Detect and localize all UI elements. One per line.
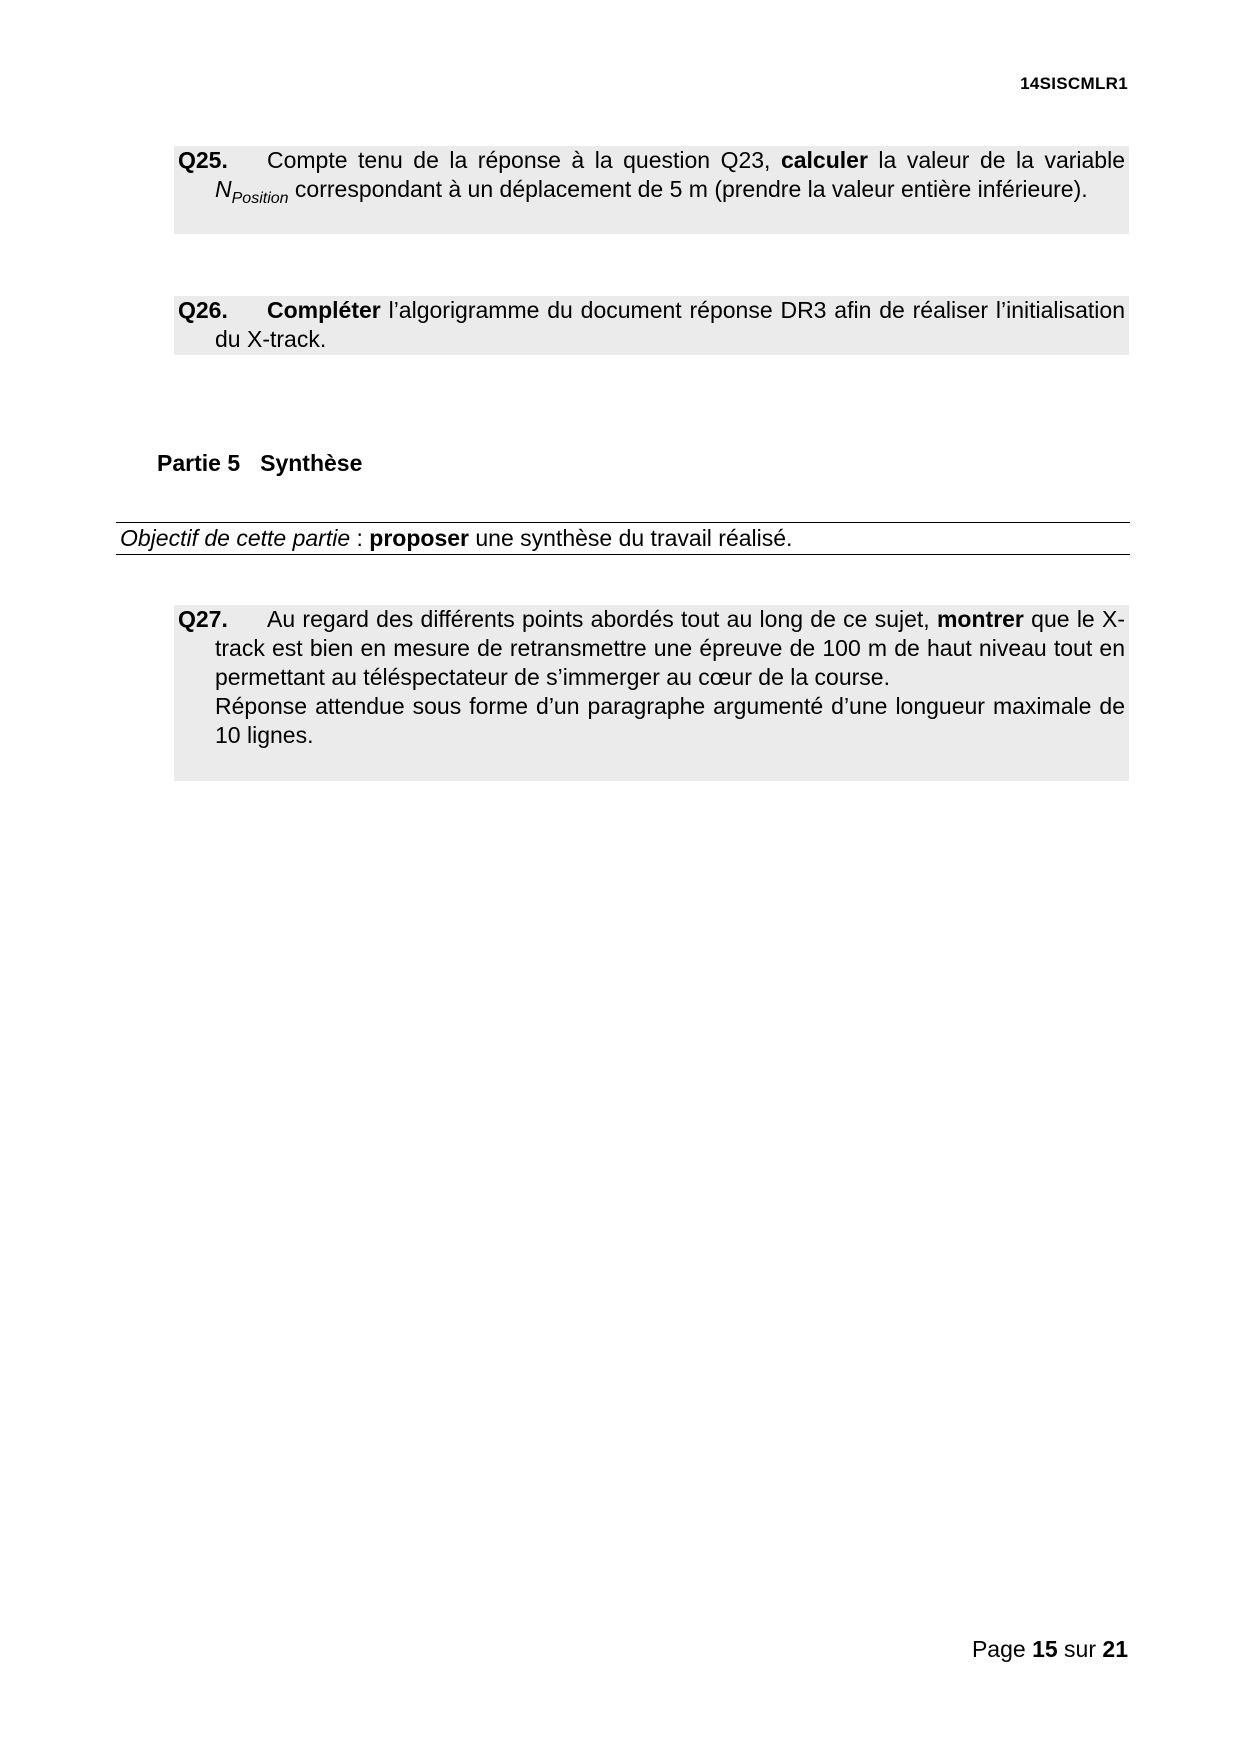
question-26-number: Q26. [178, 297, 228, 323]
variable-n: N [215, 176, 232, 202]
question-25-number: Q25. [178, 147, 228, 173]
part-5-label: Partie 5 [157, 450, 241, 476]
page-separator: sur [1057, 1636, 1103, 1662]
question-26-box [174, 296, 1129, 355]
page-word: Page [971, 1636, 1033, 1662]
question-27-text [178, 605, 1125, 692]
question-25-box [174, 146, 1129, 234]
question-27-text-after: que le X-track est bien en mesure de retransmettre une épreuve de 100 m de haut niveau tout en permettant au téléspectateur de s’immerger au cœur de la course. [215, 606, 1125, 690]
question-27-action-verb: montrer [936, 606, 1024, 632]
question-26-text [178, 296, 1125, 354]
part-5-heading [157, 450, 362, 477]
question-27-text-before: Au regard des différents points abordés tout au long de ce sujet, [267, 606, 937, 632]
document-code: 14SISCMLR1 [1020, 74, 1128, 93]
objective-action-verb: proposer [369, 525, 469, 551]
objective-separator: : [350, 525, 370, 551]
question-27-number: Q27. [178, 606, 228, 632]
total-pages: 21 [1102, 1636, 1128, 1662]
question-25-text-after: correspondant à un déplacement de 5 m (prendre la valeur entière inférieure). [288, 176, 1088, 202]
question-25-text-before: Compte tenu de la réponse à la question Q23, [267, 147, 781, 173]
question-26-action-verb: Compléter [267, 297, 381, 323]
current-page: 15 [1032, 1636, 1058, 1662]
question-25-text-mid: la valeur de la variable [867, 147, 1125, 173]
objective-text: une synthèse du travail réalisé. [468, 525, 793, 551]
question-26-text-after: l’algorigramme du document réponse DR3 afin de réaliser l’initialisation du X-track. [215, 297, 1125, 352]
part-objective [116, 522, 1130, 555]
part-5-title: Synthèse [260, 450, 363, 476]
variable-subscript-position: Position [231, 190, 289, 207]
question-27-note: Réponse attendue sous forme d’un paragraphe argumenté d’une longueur maximale de 10 lignes. [215, 693, 1125, 748]
page-number [972, 1636, 1128, 1663]
objective-label: Objectif de cette partie [120, 525, 351, 551]
question-25-action-verb: calculer [780, 147, 868, 173]
question-25-text [178, 146, 1125, 207]
question-27-box [174, 605, 1129, 781]
